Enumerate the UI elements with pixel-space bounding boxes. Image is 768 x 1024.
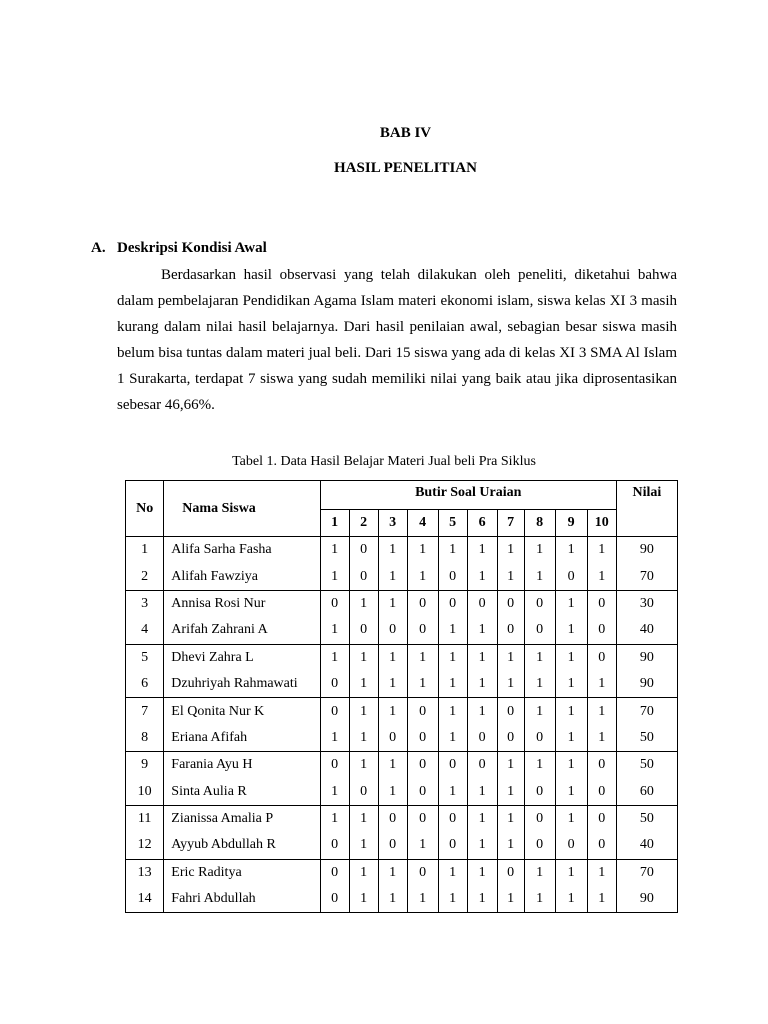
item-score-9: 1 — [555, 698, 587, 725]
item-score-3: 0 — [378, 725, 407, 752]
item-score-4: 0 — [407, 617, 438, 644]
item-score-8: 0 — [524, 590, 555, 617]
total-score: 30 — [616, 590, 677, 617]
item-score-9: 1 — [555, 671, 587, 698]
item-score-7: 0 — [497, 590, 524, 617]
section-title: Deskripsi Kondisi Awal — [117, 240, 267, 256]
row-number: 8 — [126, 725, 164, 752]
item-score-6: 0 — [467, 590, 497, 617]
table-row — [126, 779, 678, 806]
item-score-4: 0 — [407, 590, 438, 617]
item-score-10: 0 — [587, 832, 616, 859]
item-score-9: 0 — [555, 832, 587, 859]
student-name: Ayyub Abdullah R — [164, 832, 320, 859]
item-score-3: 0 — [378, 617, 407, 644]
item-score-1: 1 — [320, 805, 349, 832]
header-score: Nilai — [616, 481, 677, 510]
item-score-9: 0 — [555, 563, 587, 590]
item-score-4: 1 — [407, 671, 438, 698]
item-score-6: 1 — [467, 644, 497, 671]
item-score-7: 0 — [497, 617, 524, 644]
item-score-6: 1 — [467, 832, 497, 859]
item-score-2: 0 — [349, 563, 378, 590]
student-name: Annisa Rosi Nur — [164, 590, 320, 617]
chapter-title: HASIL PENELITIAN — [334, 160, 477, 176]
header-item-3: 3 — [378, 510, 407, 537]
total-score: 90 — [616, 537, 677, 564]
body-paragraph: Berdasarkan hasil observasi yang telah dilakukan oleh peneliti, diketahui bahwa dalam pembelajaran Pendidikan Agama Islam materi ekonomi islam, siswa kelas XI 3 masih kurang dalam nilai hasil belajarnya. Dari hasil penilaian awal, sebagian besar siswa masih belum bisa tuntas dalam materi jual beli. Dari 15 siswa yang ada di kelas XI 3 SMA Al Islam 1 Surakarta, terdapat 7 siswa yang sudah memiliki nilai yang baik atau jika diprosentasikan sebesar 46,66%. — [117, 267, 677, 413]
table-row — [126, 590, 678, 617]
item-score-7: 0 — [497, 859, 524, 886]
item-score-8: 1 — [524, 537, 555, 564]
section-letter: A. — [91, 240, 106, 256]
header-item-4: 4 — [407, 510, 438, 537]
row-number: 2 — [126, 563, 164, 590]
item-score-7: 1 — [497, 644, 524, 671]
item-score-6: 1 — [467, 698, 497, 725]
item-score-10: 1 — [587, 859, 616, 886]
student-name: Alifa Sarha Fasha — [164, 537, 320, 564]
item-score-4: 1 — [407, 644, 438, 671]
student-name: Alifah Fawziya — [164, 563, 320, 590]
item-score-8: 0 — [524, 832, 555, 859]
item-score-3: 1 — [378, 671, 407, 698]
item-score-10: 0 — [587, 779, 616, 806]
row-number: 10 — [126, 779, 164, 806]
item-score-10: 0 — [587, 590, 616, 617]
item-score-4: 1 — [407, 563, 438, 590]
item-score-6: 1 — [467, 563, 497, 590]
item-score-7: 1 — [497, 537, 524, 564]
item-score-9: 1 — [555, 617, 587, 644]
row-number: 14 — [126, 886, 164, 913]
item-score-5: 1 — [438, 886, 467, 913]
item-score-8: 1 — [524, 671, 555, 698]
item-score-2: 1 — [349, 698, 378, 725]
item-score-5: 1 — [438, 725, 467, 752]
item-score-7: 1 — [497, 805, 524, 832]
item-score-5: 0 — [438, 832, 467, 859]
item-score-2: 1 — [349, 832, 378, 859]
item-score-8: 1 — [524, 698, 555, 725]
item-score-7: 1 — [497, 779, 524, 806]
item-score-2: 1 — [349, 671, 378, 698]
item-score-9: 1 — [555, 779, 587, 806]
item-score-3: 0 — [378, 805, 407, 832]
item-score-2: 1 — [349, 859, 378, 886]
item-score-3: 1 — [378, 779, 407, 806]
item-score-3: 0 — [378, 832, 407, 859]
student-name: Arifah Zahrani A — [164, 617, 320, 644]
item-score-4: 0 — [407, 805, 438, 832]
total-score: 70 — [616, 698, 677, 725]
item-score-2: 0 — [349, 617, 378, 644]
item-score-4: 0 — [407, 752, 438, 779]
total-score: 40 — [616, 617, 677, 644]
student-name: Farania Ayu H — [164, 752, 320, 779]
item-score-6: 1 — [467, 617, 497, 644]
item-score-9: 1 — [555, 725, 587, 752]
item-score-2: 0 — [349, 537, 378, 564]
item-score-8: 0 — [524, 779, 555, 806]
table-row — [126, 752, 678, 779]
item-score-10: 1 — [587, 671, 616, 698]
item-score-3: 1 — [378, 590, 407, 617]
total-score: 60 — [616, 779, 677, 806]
item-score-1: 1 — [320, 563, 349, 590]
item-score-5: 1 — [438, 698, 467, 725]
item-score-10: 1 — [587, 698, 616, 725]
table-row — [126, 644, 678, 671]
item-score-7: 0 — [497, 698, 524, 725]
student-name: Eric Raditya — [164, 859, 320, 886]
row-number: 5 — [126, 644, 164, 671]
item-score-6: 0 — [467, 725, 497, 752]
item-score-2: 1 — [349, 752, 378, 779]
item-score-9: 1 — [555, 590, 587, 617]
item-score-5: 0 — [438, 563, 467, 590]
item-score-9: 1 — [555, 859, 587, 886]
item-score-6: 1 — [467, 779, 497, 806]
table-row — [126, 698, 678, 725]
student-name: Fahri Abdullah — [164, 886, 320, 913]
item-score-8: 1 — [524, 644, 555, 671]
item-score-2: 1 — [349, 644, 378, 671]
item-score-9: 1 — [555, 752, 587, 779]
item-score-4: 0 — [407, 698, 438, 725]
item-score-6: 1 — [467, 537, 497, 564]
item-score-4: 1 — [407, 537, 438, 564]
item-score-5: 1 — [438, 537, 467, 564]
table-row — [126, 617, 678, 644]
student-name: El Qonita Nur K — [164, 698, 320, 725]
item-score-1: 0 — [320, 590, 349, 617]
item-score-5: 1 — [438, 671, 467, 698]
item-score-3: 1 — [378, 698, 407, 725]
table-row — [126, 805, 678, 832]
item-score-7: 1 — [497, 563, 524, 590]
item-score-5: 1 — [438, 859, 467, 886]
item-score-6: 0 — [467, 752, 497, 779]
total-score: 50 — [616, 752, 677, 779]
total-score: 70 — [616, 563, 677, 590]
item-score-3: 1 — [378, 563, 407, 590]
table-row — [126, 563, 678, 590]
header-item-8: 8 — [524, 510, 555, 537]
item-score-7: 0 — [497, 725, 524, 752]
table-row — [126, 859, 678, 886]
item-score-2: 1 — [349, 886, 378, 913]
table-caption: Tabel 1. Data Hasil Belajar Materi Jual beli Pra Siklus — [232, 454, 536, 469]
row-number: 11 — [126, 805, 164, 832]
student-name: Eriana Afifah — [164, 725, 320, 752]
header-item-6: 6 — [467, 510, 497, 537]
student-name: Dzuhriyah Rahmawati — [164, 671, 320, 698]
section-heading — [91, 240, 267, 257]
row-number: 7 — [126, 698, 164, 725]
header-no: No — [126, 481, 164, 537]
item-score-5: 0 — [438, 590, 467, 617]
chapter-number: BAB IV — [379, 125, 432, 141]
item-score-1: 0 — [320, 832, 349, 859]
item-score-1: 0 — [320, 859, 349, 886]
item-score-8: 1 — [524, 886, 555, 913]
item-score-7: 1 — [497, 832, 524, 859]
item-score-9: 1 — [555, 644, 587, 671]
row-number: 13 — [126, 859, 164, 886]
item-score-10: 0 — [587, 752, 616, 779]
total-score: 50 — [616, 805, 677, 832]
item-score-8: 0 — [524, 617, 555, 644]
item-score-5: 0 — [438, 805, 467, 832]
item-score-7: 1 — [497, 671, 524, 698]
item-score-6: 1 — [467, 671, 497, 698]
item-score-5: 1 — [438, 779, 467, 806]
item-score-9: 1 — [555, 537, 587, 564]
table-row — [126, 832, 678, 859]
total-score: 90 — [616, 671, 677, 698]
item-score-1: 1 — [320, 617, 349, 644]
item-score-10: 0 — [587, 617, 616, 644]
item-score-2: 0 — [349, 779, 378, 806]
header-item-group: Butir Soal Uraian — [320, 481, 616, 510]
table-row — [126, 671, 678, 698]
row-number: 12 — [126, 832, 164, 859]
row-number: 9 — [126, 752, 164, 779]
item-score-4: 0 — [407, 725, 438, 752]
item-score-3: 1 — [378, 886, 407, 913]
item-score-5: 0 — [438, 752, 467, 779]
item-score-8: 1 — [524, 752, 555, 779]
item-score-2: 1 — [349, 805, 378, 832]
total-score: 70 — [616, 859, 677, 886]
header-score-cont — [616, 510, 677, 537]
header-item-10: 10 — [587, 510, 616, 537]
table-row — [126, 537, 678, 564]
table-row — [126, 886, 678, 913]
header-item-9: 9 — [555, 510, 587, 537]
row-number: 3 — [126, 590, 164, 617]
item-score-1: 0 — [320, 752, 349, 779]
item-score-4: 0 — [407, 779, 438, 806]
row-number: 4 — [126, 617, 164, 644]
item-score-10: 1 — [587, 725, 616, 752]
item-score-6: 1 — [467, 859, 497, 886]
item-score-6: 1 — [467, 805, 497, 832]
total-score: 90 — [616, 886, 677, 913]
item-score-9: 1 — [555, 805, 587, 832]
header-item-5: 5 — [438, 510, 467, 537]
row-number: 6 — [126, 671, 164, 698]
item-score-10: 1 — [587, 537, 616, 564]
item-score-1: 0 — [320, 671, 349, 698]
item-score-7: 1 — [497, 886, 524, 913]
item-score-7: 1 — [497, 752, 524, 779]
item-score-8: 0 — [524, 805, 555, 832]
header-item-1: 1 — [320, 510, 349, 537]
item-score-2: 1 — [349, 590, 378, 617]
header-item-2: 2 — [349, 510, 378, 537]
item-score-9: 1 — [555, 886, 587, 913]
item-score-10: 0 — [587, 644, 616, 671]
item-score-3: 1 — [378, 859, 407, 886]
header-item-7: 7 — [497, 510, 524, 537]
item-score-1: 1 — [320, 537, 349, 564]
item-score-1: 1 — [320, 644, 349, 671]
item-score-5: 1 — [438, 644, 467, 671]
total-score: 90 — [616, 644, 677, 671]
item-score-1: 1 — [320, 725, 349, 752]
item-score-4: 1 — [407, 832, 438, 859]
student-name: Sinta Aulia R — [164, 779, 320, 806]
item-score-5: 1 — [438, 617, 467, 644]
item-score-8: 0 — [524, 725, 555, 752]
row-number: 1 — [126, 537, 164, 564]
item-score-1: 0 — [320, 886, 349, 913]
header-name: Nama Siswa — [164, 481, 320, 537]
item-score-10: 1 — [587, 563, 616, 590]
table-row — [126, 725, 678, 752]
total-score: 40 — [616, 832, 677, 859]
item-score-8: 1 — [524, 859, 555, 886]
student-name: Zianissa Amalia P — [164, 805, 320, 832]
item-score-3: 1 — [378, 752, 407, 779]
item-score-1: 0 — [320, 698, 349, 725]
item-score-8: 1 — [524, 563, 555, 590]
item-score-6: 1 — [467, 886, 497, 913]
item-score-10: 0 — [587, 805, 616, 832]
item-score-10: 1 — [587, 886, 616, 913]
total-score: 50 — [616, 725, 677, 752]
item-score-2: 1 — [349, 725, 378, 752]
results-table — [125, 480, 678, 913]
item-score-3: 1 — [378, 644, 407, 671]
student-name: Dhevi Zahra L — [164, 644, 320, 671]
item-score-1: 1 — [320, 779, 349, 806]
item-score-4: 1 — [407, 886, 438, 913]
item-score-4: 0 — [407, 859, 438, 886]
item-score-3: 1 — [378, 537, 407, 564]
